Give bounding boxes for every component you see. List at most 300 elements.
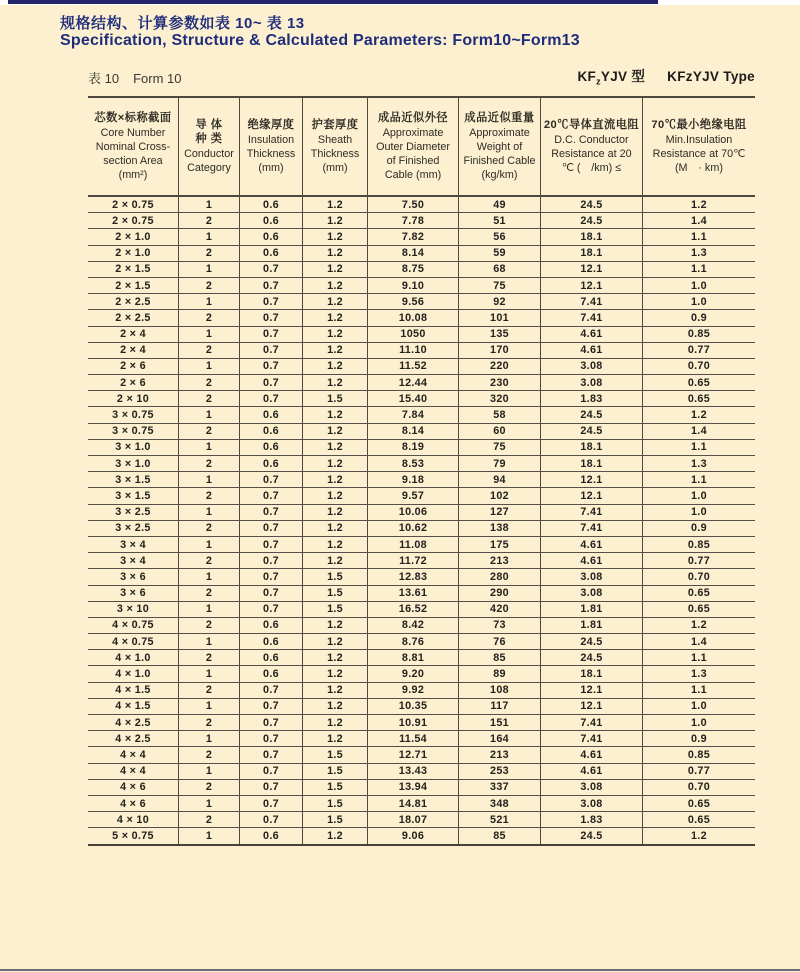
column-header-insulation-thickness [240,98,303,195]
cable-type-label [577,65,755,87]
table-row [88,407,755,423]
cell: 2 × 2.5 [88,294,179,309]
cell: 0.9 [690,311,707,324]
cell: 1.0 [690,295,707,308]
table-row [88,521,755,537]
cell: 0.6 [240,618,303,633]
cell: 1.2 [303,294,368,309]
cell: 2 × 0.75 [88,197,179,212]
column-header-line: Approximate [469,126,530,139]
cell: 1.4 [690,214,707,227]
cell: 4 × 1.5 [88,699,179,714]
cell: 1.2 [303,634,368,649]
cell: 12.44 [368,375,459,390]
cell: 1 [179,796,240,811]
cell: 0.7 [240,780,303,795]
column-header-line: 70℃最小绝缘电阻 [651,119,747,132]
cell: 1.1 [690,684,707,697]
cell: 2 × 4 [88,343,179,358]
cell: 1.2 [303,715,368,730]
cell: 102 [459,488,541,503]
cell: 3.08 [541,796,643,811]
cell: 1.2 [303,553,368,568]
column-header-line: Conductor [184,148,234,161]
cell: 1.1 [690,473,707,486]
cell: 1.2 [303,488,368,503]
cell: 0.7 [240,715,303,730]
cell: 2 × 1.5 [88,262,179,277]
cell: 0.7 [240,812,303,827]
cell: 24.5 [541,424,643,439]
cell: 68 [459,262,541,277]
table-row [88,634,755,650]
cell: 0.77 [687,765,711,778]
cell: 9.56 [368,294,459,309]
cell: 1.2 [303,424,368,439]
cell: 0.6 [240,456,303,471]
table-row [88,456,755,472]
cell: 1 [179,294,240,309]
column-header-line: Approximate [382,126,444,139]
column-header-line: 种 类 [195,133,223,146]
cell: 56 [459,229,541,244]
cell: 12.1 [541,472,643,487]
cell: 89 [459,666,541,681]
cell: 1 [179,537,240,552]
cell: 1.3 [690,457,707,470]
cell: 3 × 2.5 [88,521,179,536]
cell: 18.1 [541,229,643,244]
cell: 1.0 [690,700,707,713]
cell: 170 [459,343,541,358]
table-row [88,553,755,569]
cable-type-zh-prefix: KF [577,69,597,84]
cell: 11.54 [368,731,459,746]
table-row [88,586,755,602]
cell: 320 [459,391,541,406]
cell: 4 × 6 [88,780,179,795]
table-row [88,731,755,747]
table-row [88,294,755,310]
cell: 1.1 [690,263,707,276]
cell: 0.7 [240,683,303,698]
table-row [88,440,755,456]
table-row [88,246,755,262]
cell: 0.6 [240,213,303,228]
column-header-line: 护套厚度 [311,119,359,132]
cell: 2 [179,812,240,827]
cell: 1.0 [690,489,707,502]
cell: 92 [459,294,541,309]
cell: 4.61 [541,327,643,342]
column-header-line: Outer Diameter [376,140,450,153]
column-header-line: D.C. Conductor [554,133,629,146]
cell: 0.7 [240,375,303,390]
cell: 13.43 [368,764,459,779]
cell: 0.7 [240,359,303,374]
cell: 1.2 [303,359,368,374]
cell: 0.6 [240,246,303,261]
cell: 1.2 [690,619,707,632]
cell: 2 [179,586,240,601]
cell: 4.61 [541,343,643,358]
table-row [88,229,755,245]
cell: 24.5 [541,197,643,212]
column-header-line: ℃ ( /km) ≤ [561,161,622,174]
cell: 9.18 [368,472,459,487]
cell: 1.2 [303,828,368,843]
cell: 75 [459,440,541,455]
cell: 4 × 1.5 [88,683,179,698]
column-header-line: Core Number [100,126,166,139]
cell: 1.2 [303,246,368,261]
table-row [88,650,755,666]
column-header-line: (mm²) [118,168,148,181]
table-body [88,197,755,846]
cell: 4 × 2.5 [88,715,179,730]
cell: 521 [459,812,541,827]
cell: 1.2 [303,505,368,520]
column-header-line: Cable (mm) [384,168,442,181]
cell: 1.5 [303,796,368,811]
cell: 1 [179,407,240,422]
cell: 85 [459,650,541,665]
cell: 0.70 [687,570,711,583]
cell: 1.2 [303,197,368,212]
cell: 0.6 [240,440,303,455]
cell: 1.2 [303,699,368,714]
cell: 4 × 0.75 [88,634,179,649]
cell: 1.2 [303,683,368,698]
cell: 1.2 [303,650,368,665]
cell: 3.08 [541,359,643,374]
cell: 3 × 6 [88,569,179,584]
cell: 0.7 [240,731,303,746]
cell: 76 [459,634,541,649]
cell: 0.65 [687,797,711,810]
column-header-line: 20℃导体直流电阻 [543,119,640,132]
cell: 0.6 [240,424,303,439]
column-header-line: 导 体 [195,118,223,131]
column-header-line: Nominal Cross- [95,140,171,153]
cell: 1.0 [690,506,707,519]
cell: 13.61 [368,586,459,601]
cell: 2 [179,715,240,730]
cell: 0.65 [687,813,711,826]
cell: 101 [459,310,541,325]
cell: 1.4 [690,635,707,648]
table-row [88,764,755,780]
cell: 9.20 [368,666,459,681]
cell: 1.2 [303,537,368,552]
column-header-line: Resistance at 70℃ [652,147,746,160]
cell: 1050 [368,327,459,342]
cell: 0.6 [240,666,303,681]
cell: 1.3 [690,668,707,681]
cell: 0.6 [240,197,303,212]
cell: 0.65 [687,392,711,405]
cell: 1.2 [303,229,368,244]
table-row [88,359,755,375]
cell: 11.10 [368,343,459,358]
cell: 1.5 [303,747,368,762]
cell: 0.6 [240,407,303,422]
cell: 1.5 [303,764,368,779]
cell: 1.2 [303,327,368,342]
cell: 1.2 [303,521,368,536]
cell: 0.7 [240,699,303,714]
cell: 3.08 [541,569,643,584]
cell: 1.2 [690,198,707,211]
cell: 2 [179,780,240,795]
cell: 60 [459,424,541,439]
cell: 0.7 [240,310,303,325]
cell: 5 × 0.75 [88,828,179,843]
table-row [88,327,755,343]
table-row [88,472,755,488]
cell: 1.5 [303,569,368,584]
cell: 4.61 [541,553,643,568]
column-header-line: Min.Insulation [665,133,733,146]
table-caption-zh: 表 10 [88,71,120,86]
cell: 151 [459,715,541,730]
cell: 7.82 [368,229,459,244]
cell: 2 [179,747,240,762]
cell: 0.65 [687,603,711,616]
cell: 4 × 2.5 [88,731,179,746]
table-row [88,213,755,229]
cell: 2 × 1.0 [88,246,179,261]
cell: 0.65 [687,376,711,389]
cell: 16.52 [368,602,459,617]
cell: 4 × 1.0 [88,666,179,681]
cell: 3 × 10 [88,602,179,617]
cell: 1.2 [303,343,368,358]
cell: 24.5 [541,650,643,665]
cell: 73 [459,618,541,633]
cell: 117 [459,699,541,714]
cell: 2 [179,310,240,325]
cell: 1.2 [303,440,368,455]
cell: 0.70 [687,360,711,373]
column-header-line: Insulation [247,133,295,146]
cell: 0.7 [240,747,303,762]
cell: 4 × 0.75 [88,618,179,633]
cell: 3 × 1.0 [88,456,179,471]
cell: 24.5 [541,407,643,422]
cell: 420 [459,602,541,617]
column-header-approx-weight [459,98,541,195]
cell: 0.6 [240,828,303,843]
table-row [88,488,755,504]
cell: 2 [179,521,240,536]
cell: 1.83 [541,812,643,827]
cell: 1.5 [303,780,368,795]
table-row [88,747,755,763]
cell: 1.0 [690,716,707,729]
cell: 0.85 [687,748,711,761]
column-header-line: of Finished [386,154,440,167]
column-header-line: (mm) [258,161,284,174]
table-caption-en: Form 10 [133,71,182,86]
cell: 1 [179,505,240,520]
cell: 0.77 [687,554,711,567]
cell: 12.1 [541,488,643,503]
cell: 2 × 1.0 [88,229,179,244]
cell: 2 × 1.5 [88,278,179,293]
cell: 1 [179,229,240,244]
cell: 9.57 [368,488,459,503]
cell: 213 [459,747,541,762]
cell: 0.7 [240,294,303,309]
cell: 18.1 [541,666,643,681]
cell: 4 × 4 [88,747,179,762]
cell: 3 × 1.0 [88,440,179,455]
table-row [88,262,755,278]
cell: 0.85 [687,538,711,551]
cell: 1.2 [303,456,368,471]
column-header-sheath-thickness [303,98,368,195]
cell: 3.08 [541,780,643,795]
cell: 1.5 [303,586,368,601]
cell: 2 [179,246,240,261]
table-row [88,197,755,213]
cell: 0.7 [240,764,303,779]
table-row [88,683,755,699]
cell: 2 [179,391,240,406]
cell: 230 [459,375,541,390]
cell: 7.41 [541,310,643,325]
cell: 135 [459,327,541,342]
cell: 3 × 2.5 [88,505,179,520]
cell: 75 [459,278,541,293]
table-row [88,391,755,407]
cell: 220 [459,359,541,374]
cell: 290 [459,586,541,601]
cell: 0.7 [240,521,303,536]
cell: 3 × 4 [88,553,179,568]
cell: 337 [459,780,541,795]
cell: 0.7 [240,472,303,487]
cell: 0.7 [240,327,303,342]
cell: 8.53 [368,456,459,471]
cell: 3 × 4 [88,537,179,552]
cell: 2 × 4 [88,327,179,342]
cell: 8.81 [368,650,459,665]
table-row [88,537,755,553]
cell: 0.6 [240,650,303,665]
column-header-line: Category [187,162,231,175]
cell: 1.2 [303,666,368,681]
cell: 11.52 [368,359,459,374]
cell: 2 [179,553,240,568]
table-row [88,278,755,294]
cell: 164 [459,731,541,746]
cell: 1.2 [690,409,707,422]
cell: 3 × 1.5 [88,472,179,487]
cell: 9.92 [368,683,459,698]
cell: 1 [179,262,240,277]
cell: 58 [459,407,541,422]
column-header-line: (mm) [322,161,348,174]
cell: 1.2 [690,829,707,842]
table-row [88,780,755,796]
cell: 1 [179,699,240,714]
column-header-line: Sheath [317,133,353,146]
cell: 0.7 [240,796,303,811]
column-header-line: section Area [103,154,163,167]
cell: 1 [179,666,240,681]
cell: 1.2 [303,472,368,487]
cell: 0.85 [687,328,711,341]
cell: 1 [179,634,240,649]
cell: 3 × 0.75 [88,407,179,422]
cell: 1 [179,359,240,374]
cell: 1.2 [303,310,368,325]
page-bottom-rule [0,969,800,971]
cell: 348 [459,796,541,811]
cell: 3 × 1.5 [88,488,179,503]
cell: 0.9 [690,732,707,745]
table-row [88,618,755,634]
column-header-line: 成品近似重量 [464,112,535,125]
cell: 0.7 [240,505,303,520]
cell: 1.81 [541,602,643,617]
cell: 1 [179,440,240,455]
cell: 2 × 2.5 [88,310,179,325]
cell: 1.2 [303,262,368,277]
cell: 0.7 [240,278,303,293]
cell: 3.08 [541,375,643,390]
cell: 18.1 [541,246,643,261]
cell: 9.06 [368,828,459,843]
cell: 1 [179,327,240,342]
cell: 18.07 [368,812,459,827]
cable-type-zh-suffix: YJV 型 [600,69,646,84]
cell: 8.42 [368,618,459,633]
cell: 2 [179,278,240,293]
cell: 0.65 [687,587,711,600]
cell: 10.91 [368,715,459,730]
cell: 8.19 [368,440,459,455]
cell: 51 [459,213,541,228]
table-caption [88,68,181,87]
cell: 11.08 [368,537,459,552]
cell: 8.75 [368,262,459,277]
cell: 0.7 [240,262,303,277]
cell: 7.41 [541,715,643,730]
cell: 14.81 [368,796,459,811]
cell: 8.76 [368,634,459,649]
cell: 1 [179,764,240,779]
cell: 3 × 0.75 [88,424,179,439]
cell: 12.71 [368,747,459,762]
cell: 1.1 [690,441,707,454]
table-row [88,375,755,391]
cell: 2 × 6 [88,375,179,390]
cell: 1.81 [541,618,643,633]
cell: 0.7 [240,602,303,617]
table-header-row [88,96,755,197]
table-row [88,715,755,731]
cell: 24.5 [541,828,643,843]
cell: 12.1 [541,683,643,698]
cell: 175 [459,537,541,552]
cell: 85 [459,828,541,843]
cell: 10.35 [368,699,459,714]
cell: 8.14 [368,424,459,439]
column-header-line: Resistance at 20 [551,147,632,160]
